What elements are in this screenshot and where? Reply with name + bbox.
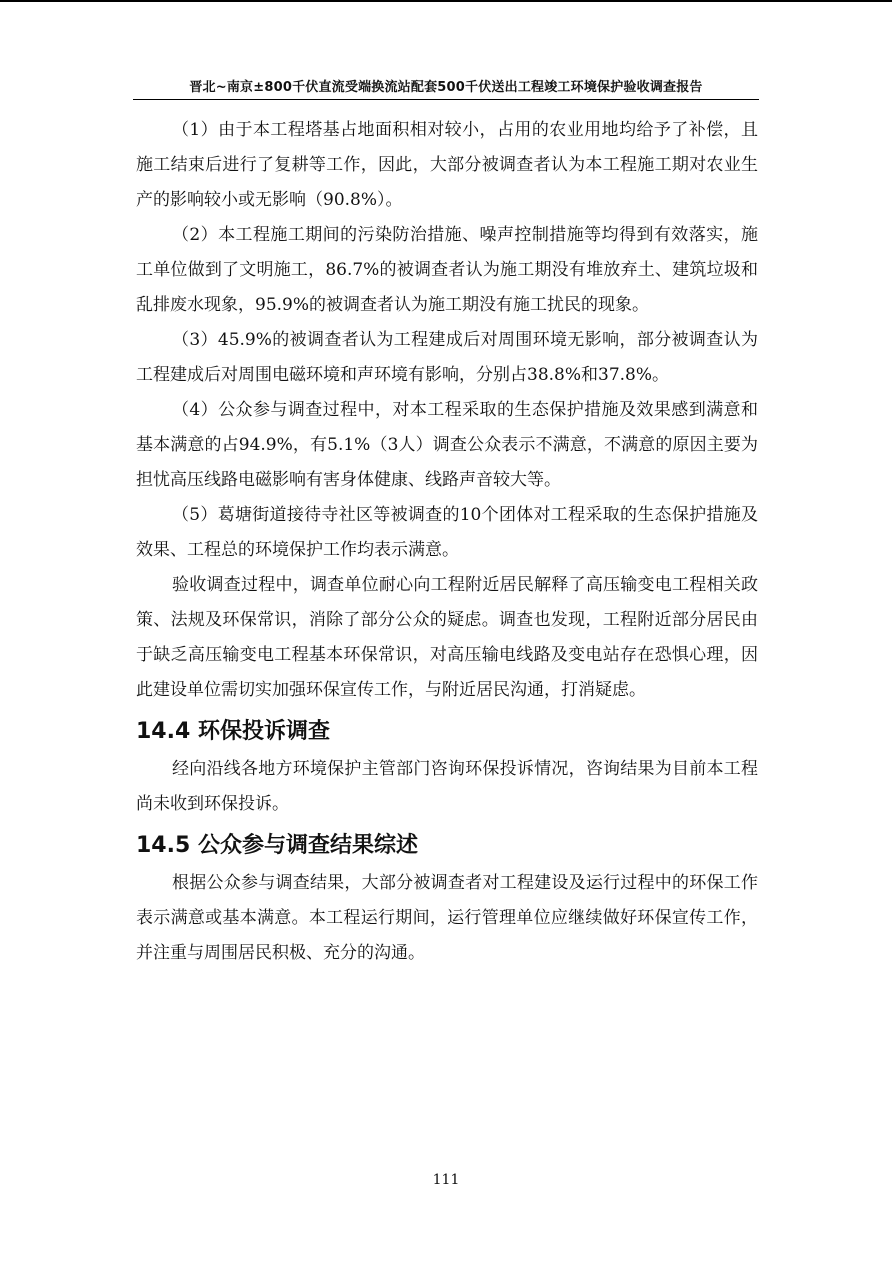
running-header: 晋北~南京±800千伏直流受端换流站配套500千伏送出工程竣工环境保护验收调查报告 — [189, 80, 703, 95]
section-title: 公众参与调查结果综述 — [198, 833, 419, 858]
top-border-line — [0, 0, 892, 2]
section-number: 14.4 — [136, 719, 191, 744]
paragraph-finding-1: （1）由于本工程塔基占地面积相对较小，占用的农业用地均给予了补偿，且施工结束后进行了复耕等工作，因此，大部分被调查者认为本工程施工期对农业生产的影响较小或无影响（90.8%）。 — [136, 120, 758, 210]
section-number: 14.5 — [136, 833, 191, 858]
paragraph-finding-4: （4）公众参与调查过程中，对本工程采取的生态保护措施及效果感到满意和基本满意的占94.9%，有5.1%（3人）调查公众表示不满意，不满意的原因主要为担忧高压线路电磁影响有害身体健康、线路声音较大等。 — [136, 400, 758, 490]
section-heading-14-4 — [136, 712, 758, 752]
paragraph-finding-2: （2）本工程施工期间的污染防治措施、噪声控制措施等均得到有效落实，施工单位做到了文明施工，86.7%的被调查者认为施工期没有堆放弃土、建筑垃圾和乱排废水现象，95.9%的被调查者认为施工期没有施工扰民的现象。 — [136, 225, 758, 315]
page-content — [136, 113, 758, 971]
section-heading-14-5 — [136, 826, 758, 866]
paragraph-survey-process: 验收调查过程中，调查单位耐心向工程附近居民解释了高压输变电工程相关政策、法规及环保常识，消除了部分公众的疑虑。调查也发现，工程附近部分居民由于缺乏高压输变电工程基本环保常识，对高压输电线路及变电站存在恐惧心理，因此建设单位需切实加强环保宣传工作，与附近居民沟通，打消疑虑。 — [136, 575, 758, 700]
page-number: 111 — [432, 1172, 460, 1188]
section-title: 环保投诉调查 — [198, 719, 331, 744]
paragraph-finding-3: （3）45.9%的被调查者认为工程建成后对周围环境无影响，部分被调查认为工程建成后对周围电磁环境和声环境有影响，分别占38.8%和37.8%。 — [136, 330, 758, 385]
paragraph-finding-5: （5）葛塘街道接待寺社区等被调查的10个团体对工程采取的生态保护措施及效果、工程总的环境保护工作均表示满意。 — [136, 505, 758, 560]
paragraph-complaints: 经向沿线各地方环境保护主管部门咨询环保投诉情况，咨询结果为目前本工程尚未收到环保投诉。 — [136, 759, 758, 814]
header-divider — [133, 99, 759, 100]
paragraph-summary: 根据公众参与调查结果，大部分被调查者对工程建设及运行过程中的环保工作表示满意或基本满意。本工程运行期间，运行管理单位应继续做好环保宣传工作，并注重与周围居民积极、充分的沟通。 — [136, 873, 758, 963]
